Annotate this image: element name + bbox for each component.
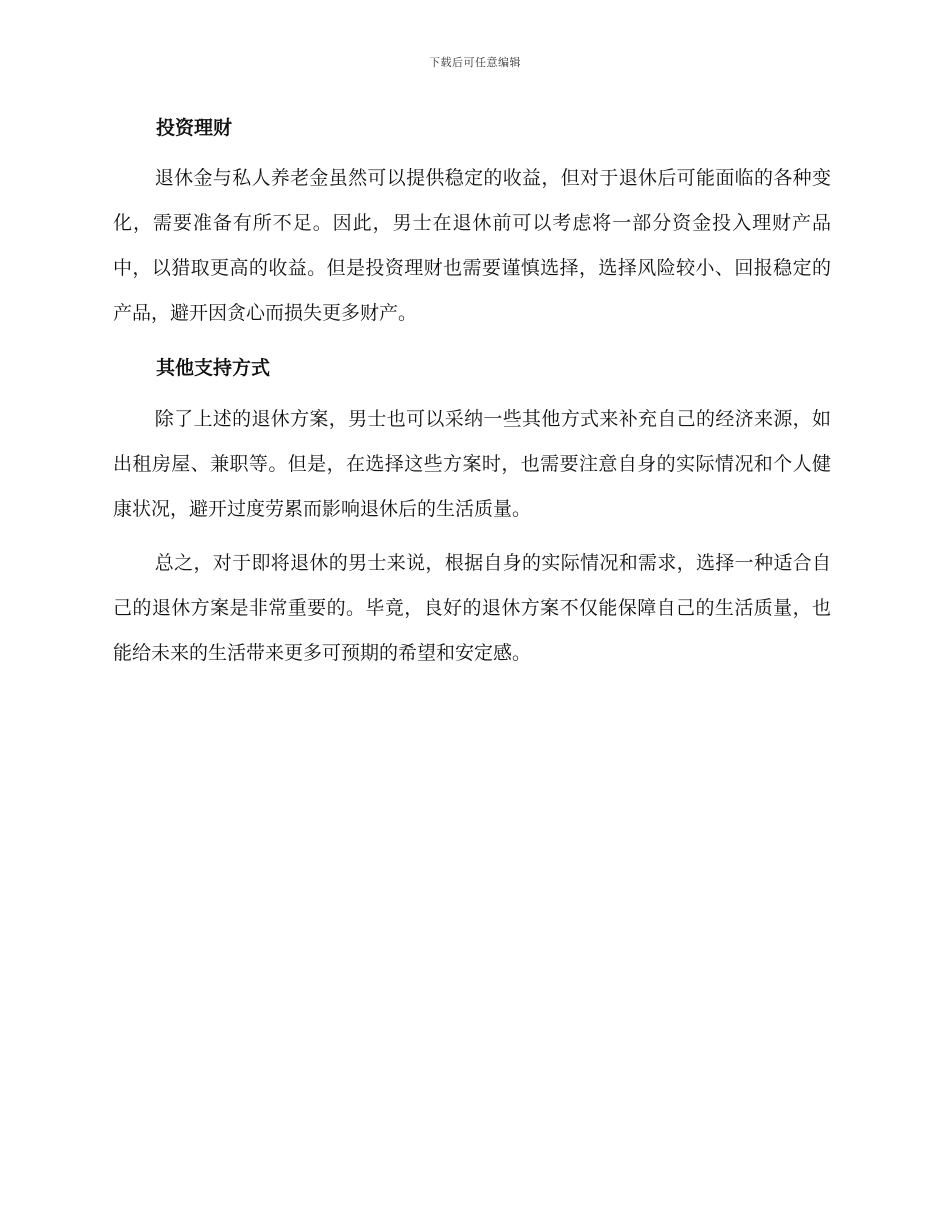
section-heading-investment: 投资理财 xyxy=(156,117,233,139)
section-heading-other-support: 其他支持方式 xyxy=(156,357,271,379)
page-header: 下载后可任意编辑 xyxy=(429,56,521,69)
paragraph-other-support: 除了上述的退休方案，男士也可以采纳一些其他方式来补充自己的经济来源，如出租房屋、兼职等。但是，在选择这些方案时，也需要注意自身的实际情况和个人健康状况，避开过度劳累而影响退休后的生活质量。 xyxy=(113,408,831,520)
paragraph-investment: 退休金与私人养老金虽然可以提供稳定的收益，但对于退休后可能面临的各种变化，需要准备有所不足。因此，男士在退休前可以考虑将一部分资金投入理财产品中，以猎取更高的收益。但是投资理财也需要谨慎选择，选择风险较小、回报稳定的产品，避开因贪心而损失更多财产。 xyxy=(113,167,831,324)
document-body xyxy=(113,108,831,676)
paragraph-conclusion: 总之，对于即将退休的男士来说，根据自身的实际情况和需求，选择一种适合自己的退休方案是非常重要的。毕竟，良好的退休方案不仅能保障自己的生活质量，也能给未来的生活带来更多可预期的希望和安定感。 xyxy=(113,552,831,664)
